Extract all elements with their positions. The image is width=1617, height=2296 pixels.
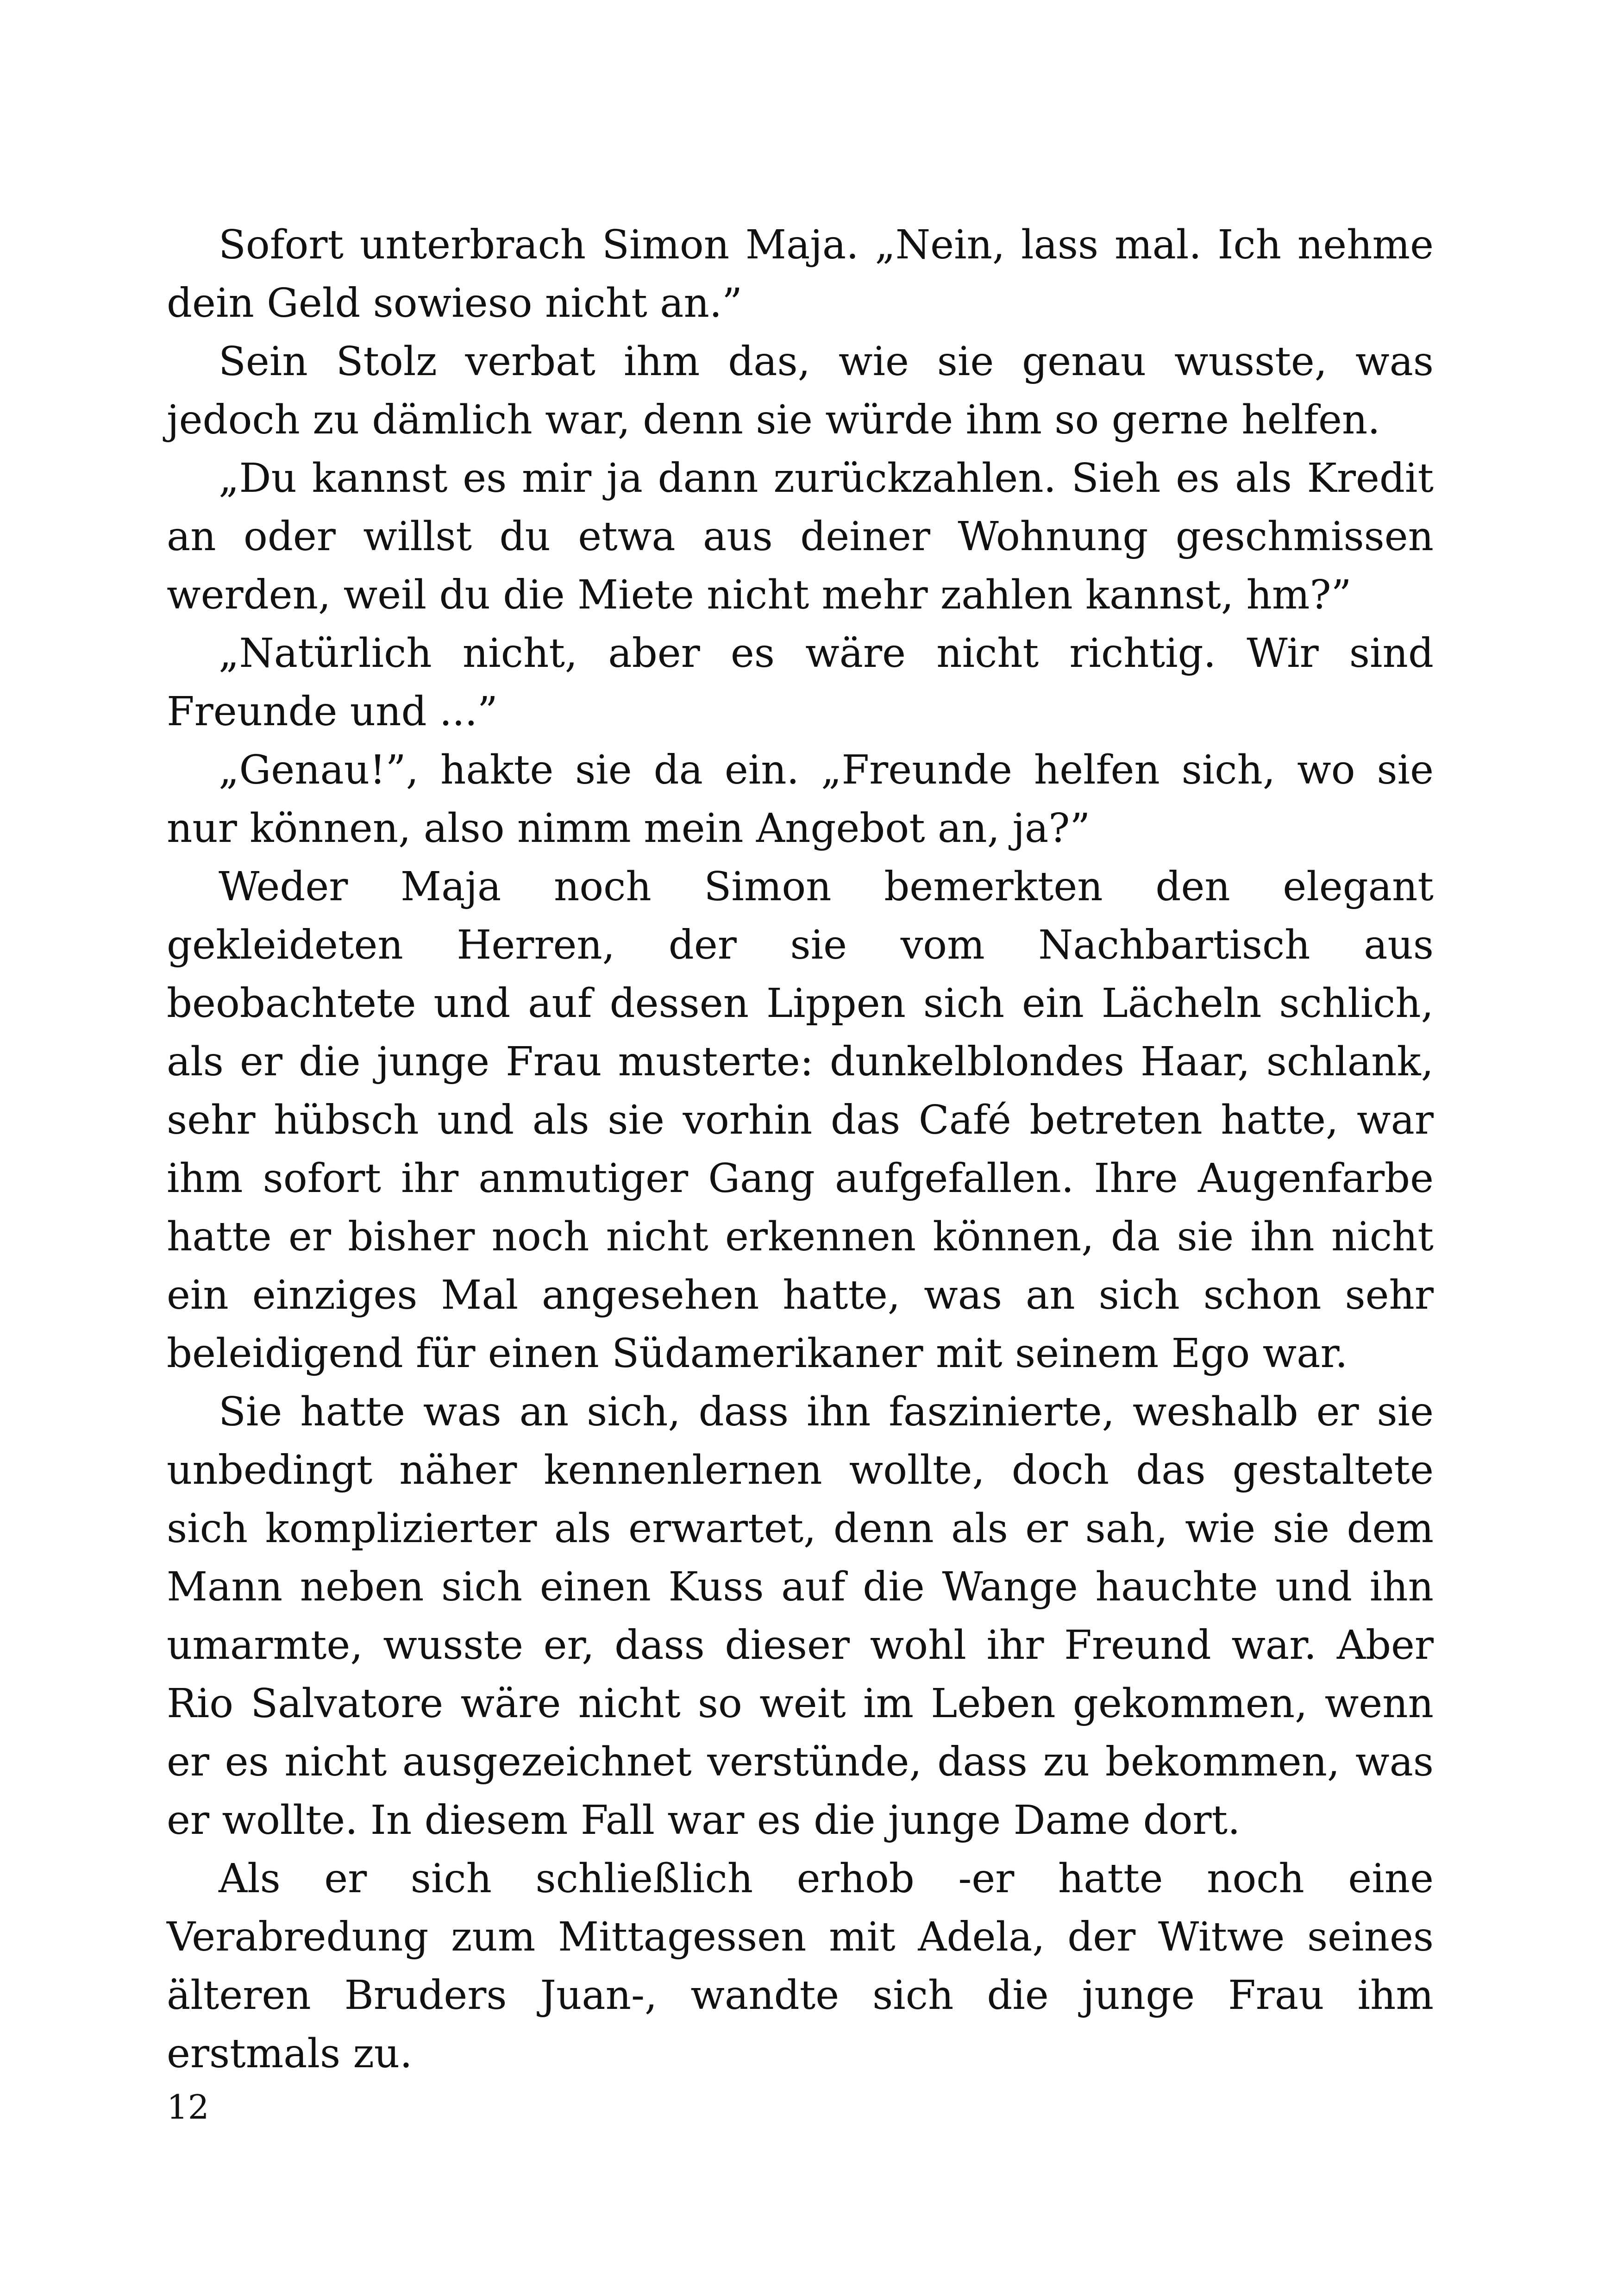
paragraph-3: „Du kannst es mir ja dann zurückzahlen. Sieh es als Kredit an oder willst du etwa aus deiner Wohnung geschmissen werden, weil du die Miete nicht mehr zahlen kannst, hm?”: [167, 455, 1434, 618]
paragraph-5: „Genau!”, hakte sie da ein. „Freunde helfen sich, wo sie nur können, also nimm mein Angebot an, ja?”: [167, 747, 1434, 852]
paragraph-8: Als er sich schließlich erhob -er hatte noch eine Verabredung zum Mittagessen mit Adela, der Witwe seines älteren Bruders Juan-, wandte sich die junge Frau ihm erstmals zu.: [167, 1856, 1434, 2077]
paragraph-1: Sofort unterbrach Simon Maja. „Nein, lass mal. Ich nehme dein Geld sowieso nicht an.”: [167, 222, 1434, 326]
body-text: [167, 216, 1434, 2083]
paragraph-6: Weder Maja noch Simon bemerkten den elegant gekleideten Herren, der sie vom Nachbartisch aus beobachtete und auf dessen Lippen sich ein Lächeln schlich, als er die junge Frau musterte: dunkelblondes Haar, schlank, sehr hübsch und als sie vorhin das Café betreten hatte, war ihm sofort ihr anmutiger Gang aufgefallen. Ihre Augenfarbe hatte er bisher noch nicht erkennen können, da sie ihn nicht ein einziges Mal angesehen hatte, was an sich schon sehr beleidigend für einen Südamerikaner mit seinem Ego war.: [167, 864, 1434, 1377]
page-number: 12: [167, 2088, 209, 2127]
paragraph-7: Sie hatte was an sich, dass ihn faszinierte, weshalb er sie unbedingt näher kennenlernen wollte, doch das gestaltete sich komplizierter als erwartet, denn als er sah, wie sie dem Mann neben sich einen Kuss auf die Wange hauchte und ihn umarmte, wusste er, dass dieser wohl ihr Freund war. Aber Rio Salvatore wäre nicht so weit im Leben gekommen, wenn er es nicht ausgezeichnet verstünde, dass zu bekommen, was er wollte. In diesem Fall war es die junge Dame dort.: [167, 1389, 1434, 1844]
paragraph-4: „Natürlich nicht, aber es wäre nicht richtig. Wir sind Freunde und ...”: [167, 630, 1434, 735]
paragraph-2: Sein Stolz verbat ihm das, wie sie genau wusste, was jedoch zu dämlich war, denn sie würde ihm so gerne helfen.: [167, 339, 1434, 443]
